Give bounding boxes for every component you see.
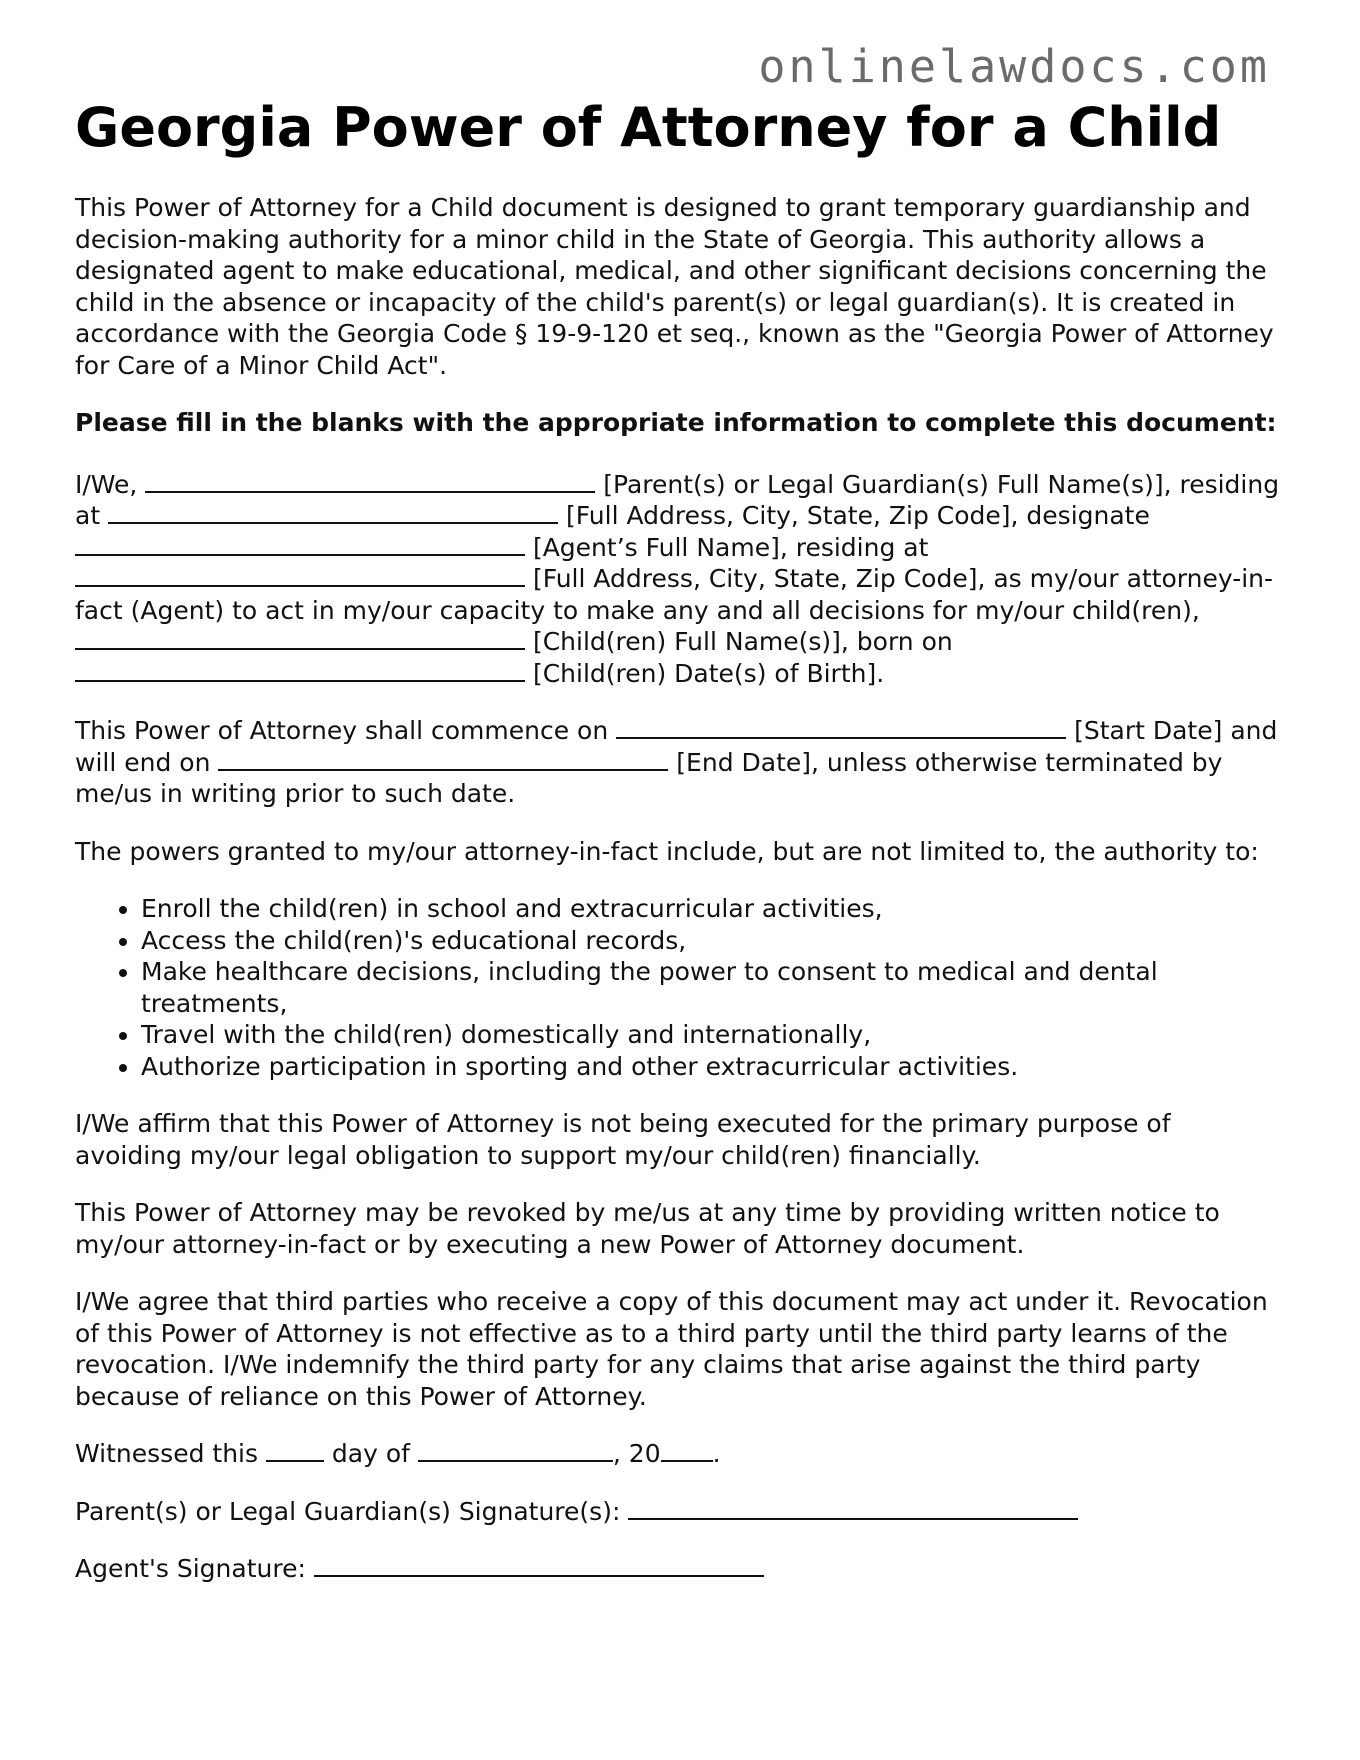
designation-paragraph <box>75 469 1285 690</box>
witness-day-blank[interactable] <box>266 1438 324 1462</box>
child-name-blank[interactable] <box>75 626 525 650</box>
parent-signature-label: Parent(s) or Legal Guardian(s) Signature(s): <box>75 1496 629 1526</box>
end-date-blank[interactable] <box>218 747 668 771</box>
agent-signature-blank[interactable] <box>314 1553 764 1577</box>
parent-address-blank[interactable] <box>108 500 558 524</box>
instruction-text: Please fill in the blanks with the appropriate information to complete this document: <box>75 408 1277 437</box>
revoke-paragraph: This Power of Attorney may be revoked by me/us at any time by providing written notice to my/our attorney-in-fact or by executing a new Power of Attorney document. <box>75 1198 1220 1259</box>
powers-list <box>75 893 1285 1082</box>
witness-text-1: Witnessed this <box>75 1439 266 1468</box>
affirm-paragraph: I/We affirm that this Power of Attorney is not being executed for the primary purpose of avoiding my/our legal obligation to support my/our child(ren) financially. <box>75 1109 1171 1170</box>
list-item: • Enroll the child(ren) in school and extracurricular activities, <box>141 893 1285 925</box>
witness-month-blank[interactable] <box>418 1438 613 1462</box>
agent-signature-label: Agent's Signature: <box>75 1554 314 1583</box>
witness-text-3: , 20 <box>612 1439 661 1468</box>
intro-paragraph: This Power of Attorney for a Child document is designed to grant temporary guardianship and decision-making authority for a minor child in the State of Georgia. This authority allows a designated agent to make educational, medical, and other significant decisions concerning the child in the absence or incapacity of the child's parent(s) or legal guardian(s). It is created in accordance with the Georgia Code § 19-9-120 et seq., known as the "Georgia Power of Attorney for Care of a Minor Child Act". <box>75 193 1274 380</box>
watermark: onlinelawdocs.com <box>758 40 1270 93</box>
designation-text-3: [Full Address, City, State, Zip Code], designate <box>558 501 1150 530</box>
parent-signature-blank[interactable] <box>628 1496 1078 1520</box>
list-item: • Make healthcare decisions, including the power to consent to medical and dental treatments, <box>141 956 1285 1019</box>
list-item: • Travel with the child(ren) domestically and internationally, <box>141 1019 1285 1051</box>
designation-text-7: [Child(ren) Date(s) of Birth]. <box>525 658 885 688</box>
start-date-blank[interactable] <box>616 715 1066 739</box>
term-text-3: [End Date], unless otherwise terminated by me/us in writing prior to such date. <box>75 747 1223 808</box>
designation-text-2: [Parent(s) or Legal Guardian(s) Full Name(s)], residing at <box>75 469 1280 530</box>
child-dob-blank[interactable] <box>75 658 525 682</box>
designation-text-6: [Child(ren) Full Name(s)], born on <box>525 627 953 656</box>
witness-text-4: . <box>712 1439 721 1468</box>
parent-name-blank[interactable] <box>145 469 595 493</box>
designation-text-5: [Full Address, City, State, Zip Code], as my/our attorney-in-fact (Agent) to act in my/our capacity to make any and all decisions for my/our child(ren), <box>75 564 1274 625</box>
list-item: • Access the child(ren)'s educational records, <box>141 925 1285 957</box>
powers-intro: The powers granted to my/our attorney-in-fact include, but are not limited to, the authority to: <box>75 836 1259 866</box>
agent-signature-line <box>75 1553 1285 1585</box>
parent-signature-line <box>75 1496 1285 1528</box>
term-paragraph <box>75 715 1285 810</box>
designation-text-1: I/We, <box>75 469 146 499</box>
witness-year-blank[interactable] <box>661 1438 713 1462</box>
document-title: Georgia Power of Attorney for a Child <box>75 96 1222 159</box>
term-text-1: This Power of Attorney shall commence on <box>75 716 617 745</box>
list-item: • Authorize participation in sporting and other extracurricular activities. <box>141 1051 1285 1083</box>
witness-line <box>75 1438 1285 1470</box>
agent-address-blank[interactable] <box>75 563 525 587</box>
document-body <box>75 96 1285 1611</box>
third-party-paragraph: I/We agree that third parties who receive a copy of this document may act under it. Revocation of this Power of Attorney is not effective as to a third party until the third party learns of the revocation. I/We indemnify the third party for any claims that arise against the third party because of reliance on this Power of Attorney. <box>75 1287 1268 1411</box>
designation-text-4: [Agent’s Full Name], residing at <box>525 532 929 562</box>
witness-text-2: day of <box>323 1439 418 1468</box>
agent-name-blank[interactable] <box>75 532 525 556</box>
term-text-2: [Start Date] and will end on <box>75 716 1278 777</box>
